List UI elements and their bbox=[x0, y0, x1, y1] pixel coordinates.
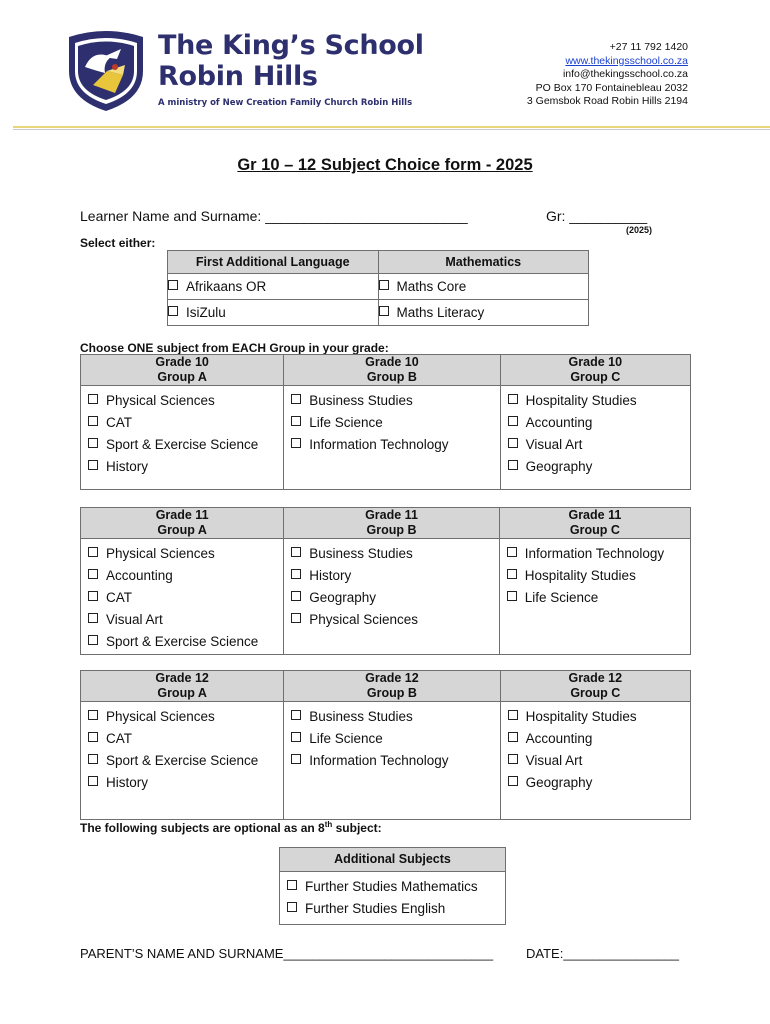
subject-option[interactable] bbox=[284, 543, 499, 565]
subject-option[interactable] bbox=[81, 412, 283, 434]
subject-option[interactable] bbox=[81, 434, 283, 456]
grade-field[interactable]: Gr: __________ bbox=[546, 208, 648, 224]
checkbox[interactable] bbox=[291, 547, 301, 557]
school-name bbox=[158, 30, 424, 92]
subject-label: Sport & Exercise Science bbox=[106, 634, 259, 649]
checkbox[interactable] bbox=[291, 732, 301, 742]
option-isizulu[interactable] bbox=[168, 300, 379, 326]
checkbox[interactable] bbox=[508, 732, 518, 742]
checkbox[interactable] bbox=[88, 438, 98, 448]
subject-label: Physical Sciences bbox=[106, 709, 215, 724]
checkbox[interactable] bbox=[507, 569, 517, 579]
checkbox[interactable] bbox=[507, 591, 517, 601]
subject-label: History bbox=[309, 568, 352, 583]
option-afrikaans[interactable] bbox=[168, 274, 379, 300]
checkbox[interactable] bbox=[508, 776, 518, 786]
option-label: Maths Literacy bbox=[396, 304, 485, 320]
checkbox[interactable] bbox=[88, 710, 98, 720]
checkbox[interactable] bbox=[508, 416, 518, 426]
school-tagline: A ministry of New Creation Family Church Robin Hills bbox=[158, 98, 413, 108]
form-title: Gr 10 – 12 Subject Choice form - 2025 bbox=[237, 156, 533, 174]
checkbox[interactable] bbox=[88, 460, 98, 470]
checkbox[interactable] bbox=[508, 460, 518, 470]
option-further-maths[interactable] bbox=[280, 876, 505, 898]
group-grade-label: Grade 10 bbox=[568, 355, 623, 369]
school-crest-logo bbox=[63, 27, 149, 113]
subject-option[interactable] bbox=[284, 750, 499, 772]
checkbox[interactable] bbox=[88, 416, 98, 426]
subject-option[interactable] bbox=[284, 390, 499, 412]
subject-option[interactable] bbox=[500, 543, 690, 565]
grade-table bbox=[80, 354, 691, 490]
subject-option[interactable] bbox=[81, 456, 283, 478]
subject-option[interactable] bbox=[284, 609, 499, 631]
group-name-label: Group A bbox=[157, 523, 207, 537]
select-either-label: Select either: bbox=[80, 236, 156, 250]
subject-option[interactable] bbox=[284, 565, 499, 587]
subject-label: CAT bbox=[106, 415, 132, 430]
group-subjects bbox=[81, 702, 284, 820]
group-subjects bbox=[500, 386, 690, 490]
checkbox[interactable] bbox=[88, 732, 98, 742]
group-subjects bbox=[284, 702, 500, 820]
subject-label: Hospitality Studies bbox=[525, 393, 637, 408]
language-maths-table bbox=[167, 250, 589, 326]
learner-name-field[interactable]: Learner Name and Surname: __________________________ bbox=[80, 208, 468, 224]
subject-option[interactable] bbox=[284, 706, 499, 728]
checkbox[interactable] bbox=[291, 569, 301, 579]
checkbox[interactable] bbox=[379, 280, 389, 290]
group-grade-label: Grade 11 bbox=[365, 508, 418, 522]
header-divider bbox=[13, 126, 770, 128]
additional-subjects-header: Additional Subjects bbox=[280, 848, 506, 872]
header-divider-secondary bbox=[13, 129, 770, 130]
checkbox[interactable] bbox=[287, 880, 297, 890]
group-header bbox=[81, 355, 284, 386]
subject-option[interactable] bbox=[81, 543, 283, 565]
subject-option[interactable] bbox=[284, 412, 499, 434]
contact-email: info@thekingsschool.co.za bbox=[562, 68, 688, 80]
subject-label: Life Science bbox=[524, 590, 599, 605]
option-label: Further Studies English bbox=[305, 901, 446, 916]
subject-label: Visual Art bbox=[525, 437, 583, 452]
grade-year-note: (2025) bbox=[626, 225, 653, 235]
grade-table bbox=[80, 507, 691, 655]
subject-label: Business Studies bbox=[309, 393, 413, 408]
checkbox[interactable] bbox=[508, 754, 518, 764]
checkbox[interactable] bbox=[291, 613, 301, 623]
subject-label: Business Studies bbox=[309, 709, 413, 724]
date-field[interactable]: DATE:________________ bbox=[526, 946, 679, 961]
checkbox[interactable] bbox=[291, 394, 301, 404]
subject-label: Life Science bbox=[309, 415, 383, 430]
subject-label: Visual Art bbox=[106, 612, 163, 627]
checkbox[interactable] bbox=[291, 438, 301, 448]
subject-label: Visual Art bbox=[525, 753, 583, 768]
subject-option[interactable] bbox=[284, 434, 499, 456]
subject-option[interactable] bbox=[81, 772, 283, 794]
optional-note-text: The following subjects are optional as an 8 bbox=[80, 821, 325, 835]
group-subjects bbox=[81, 386, 284, 490]
group-header bbox=[284, 355, 500, 386]
checkbox[interactable] bbox=[291, 710, 301, 720]
subject-label: Life Science bbox=[309, 731, 383, 746]
subject-option[interactable] bbox=[81, 609, 283, 631]
option-further-english[interactable] bbox=[280, 898, 505, 920]
subject-option[interactable] bbox=[284, 728, 499, 750]
checkbox[interactable] bbox=[168, 280, 178, 290]
subject-label: History bbox=[106, 459, 149, 474]
checkbox[interactable] bbox=[291, 416, 301, 426]
option-label: Further Studies Mathematics bbox=[305, 879, 478, 894]
subject-option[interactable] bbox=[501, 772, 690, 794]
group-header bbox=[499, 508, 690, 539]
subject-option[interactable] bbox=[501, 434, 690, 456]
maths-header: Mathematics bbox=[378, 251, 589, 274]
subject-option[interactable] bbox=[501, 750, 690, 772]
group-grade-label: Grade 10 bbox=[155, 355, 209, 369]
subject-label: Sport & Exercise Science bbox=[106, 437, 259, 452]
group-name-label: Group B bbox=[366, 686, 417, 700]
checkbox[interactable] bbox=[88, 776, 98, 786]
group-grade-label: Grade 11 bbox=[568, 508, 622, 522]
checkbox[interactable] bbox=[508, 394, 518, 404]
checkbox[interactable] bbox=[88, 635, 98, 645]
checkbox[interactable] bbox=[88, 547, 98, 557]
subject-option[interactable] bbox=[500, 565, 690, 587]
subject-option[interactable] bbox=[81, 390, 283, 412]
group-name-label: Group B bbox=[366, 523, 417, 537]
optional-note-end: subject: bbox=[332, 821, 382, 835]
subject-option[interactable] bbox=[501, 412, 690, 434]
group-name-label: Group C bbox=[569, 523, 620, 537]
checkbox[interactable] bbox=[88, 613, 98, 623]
subject-label: Information Technology bbox=[309, 437, 449, 452]
subject-label: CAT bbox=[106, 731, 132, 746]
checkbox[interactable] bbox=[379, 306, 389, 316]
checkbox[interactable] bbox=[291, 591, 301, 601]
subject-label: History bbox=[106, 775, 149, 790]
subject-label: CAT bbox=[106, 590, 132, 605]
subject-label: Business Studies bbox=[309, 546, 413, 561]
option-label: Maths Core bbox=[396, 278, 467, 294]
subject-label: Physical Sciences bbox=[106, 546, 215, 561]
subject-label: Geography bbox=[309, 590, 377, 605]
checkbox[interactable] bbox=[508, 438, 518, 448]
subject-option[interactable] bbox=[81, 750, 283, 772]
group-header bbox=[284, 508, 500, 539]
subject-label: Accounting bbox=[525, 731, 593, 746]
group-name-label: Group C bbox=[570, 686, 621, 700]
contact-po-box: PO Box 170 Fontainebleau 2032 bbox=[535, 81, 688, 94]
checkbox[interactable] bbox=[88, 569, 98, 579]
choose-instruction: Choose ONE subject from EACH Group in your grade: bbox=[80, 341, 389, 355]
subject-option[interactable] bbox=[501, 456, 690, 478]
checkbox[interactable] bbox=[291, 754, 301, 764]
additional-subjects-table bbox=[279, 847, 506, 925]
group-subjects bbox=[284, 386, 500, 490]
group-subjects bbox=[499, 539, 690, 655]
checkbox[interactable] bbox=[88, 754, 98, 764]
grade-table bbox=[80, 670, 691, 820]
checkbox[interactable] bbox=[168, 306, 178, 316]
subject-label: Information Technology bbox=[309, 753, 449, 768]
group-subjects bbox=[500, 702, 690, 820]
option-label: Afrikaans OR bbox=[186, 278, 267, 294]
group-header bbox=[284, 671, 500, 702]
subject-label: Sport & Exercise Science bbox=[106, 753, 259, 768]
subject-option[interactable] bbox=[81, 631, 283, 653]
option-maths-core[interactable] bbox=[378, 274, 589, 300]
group-subjects bbox=[81, 539, 284, 655]
subject-option[interactable] bbox=[81, 587, 283, 609]
subject-option[interactable] bbox=[500, 587, 690, 609]
subject-option[interactable] bbox=[501, 390, 690, 412]
subject-label: Hospitality Studies bbox=[525, 709, 637, 724]
subject-option[interactable] bbox=[81, 728, 283, 750]
contact-block bbox=[527, 41, 688, 109]
optional-note-sup: th bbox=[324, 820, 333, 829]
checkbox[interactable] bbox=[507, 547, 517, 557]
group-grade-label: Grade 12 bbox=[155, 671, 209, 685]
subject-option[interactable] bbox=[81, 706, 283, 728]
group-name-label: Group A bbox=[157, 686, 207, 700]
option-label: IsiZulu bbox=[186, 304, 226, 320]
subject-option[interactable] bbox=[284, 587, 499, 609]
group-header bbox=[81, 508, 284, 539]
subject-label: Physical Sciences bbox=[106, 393, 215, 408]
group-name-label: Group B bbox=[366, 370, 417, 384]
subject-label: Information Technology bbox=[524, 546, 665, 561]
group-grade-label: Grade 12 bbox=[365, 671, 419, 685]
checkbox[interactable] bbox=[88, 394, 98, 404]
subject-option[interactable] bbox=[501, 706, 690, 728]
checkbox[interactable] bbox=[88, 591, 98, 601]
parent-name-field[interactable]: PARENT’S NAME AND SURNAME_____________________________ bbox=[80, 946, 494, 961]
contact-address: 3 Gemsbok Road Robin Hills 2194 bbox=[526, 95, 688, 107]
subject-label: Accounting bbox=[525, 415, 593, 430]
school-name-line1: The King’s School bbox=[158, 30, 424, 61]
contact-website-link[interactable]: www.thekingsschool.co.za bbox=[565, 54, 688, 67]
subject-option[interactable] bbox=[501, 728, 690, 750]
group-header bbox=[500, 671, 690, 702]
group-name-label: Group C bbox=[570, 370, 621, 384]
optional-subjects-note bbox=[80, 820, 382, 835]
subject-label: Hospitality Studies bbox=[524, 568, 636, 583]
group-subjects bbox=[284, 539, 500, 655]
subject-label: Geography bbox=[525, 775, 593, 790]
group-grade-label: Grade 11 bbox=[155, 508, 209, 522]
group-grade-label: Grade 12 bbox=[568, 671, 623, 685]
group-header bbox=[500, 355, 690, 386]
option-maths-literacy[interactable] bbox=[378, 300, 589, 326]
fal-header: First Additional Language bbox=[168, 251, 379, 274]
contact-phone: +27 11 792 1420 bbox=[609, 41, 688, 53]
group-grade-label: Grade 10 bbox=[365, 355, 419, 369]
checkbox[interactable] bbox=[508, 710, 518, 720]
group-name-label: Group A bbox=[157, 370, 207, 384]
school-name-line2: Robin Hills bbox=[158, 61, 318, 92]
subject-label: Geography bbox=[525, 459, 593, 474]
subject-label: Accounting bbox=[106, 568, 173, 583]
group-header bbox=[81, 671, 284, 702]
subject-label: Physical Sciences bbox=[309, 612, 419, 627]
subject-option[interactable] bbox=[81, 565, 283, 587]
checkbox[interactable] bbox=[287, 902, 297, 912]
